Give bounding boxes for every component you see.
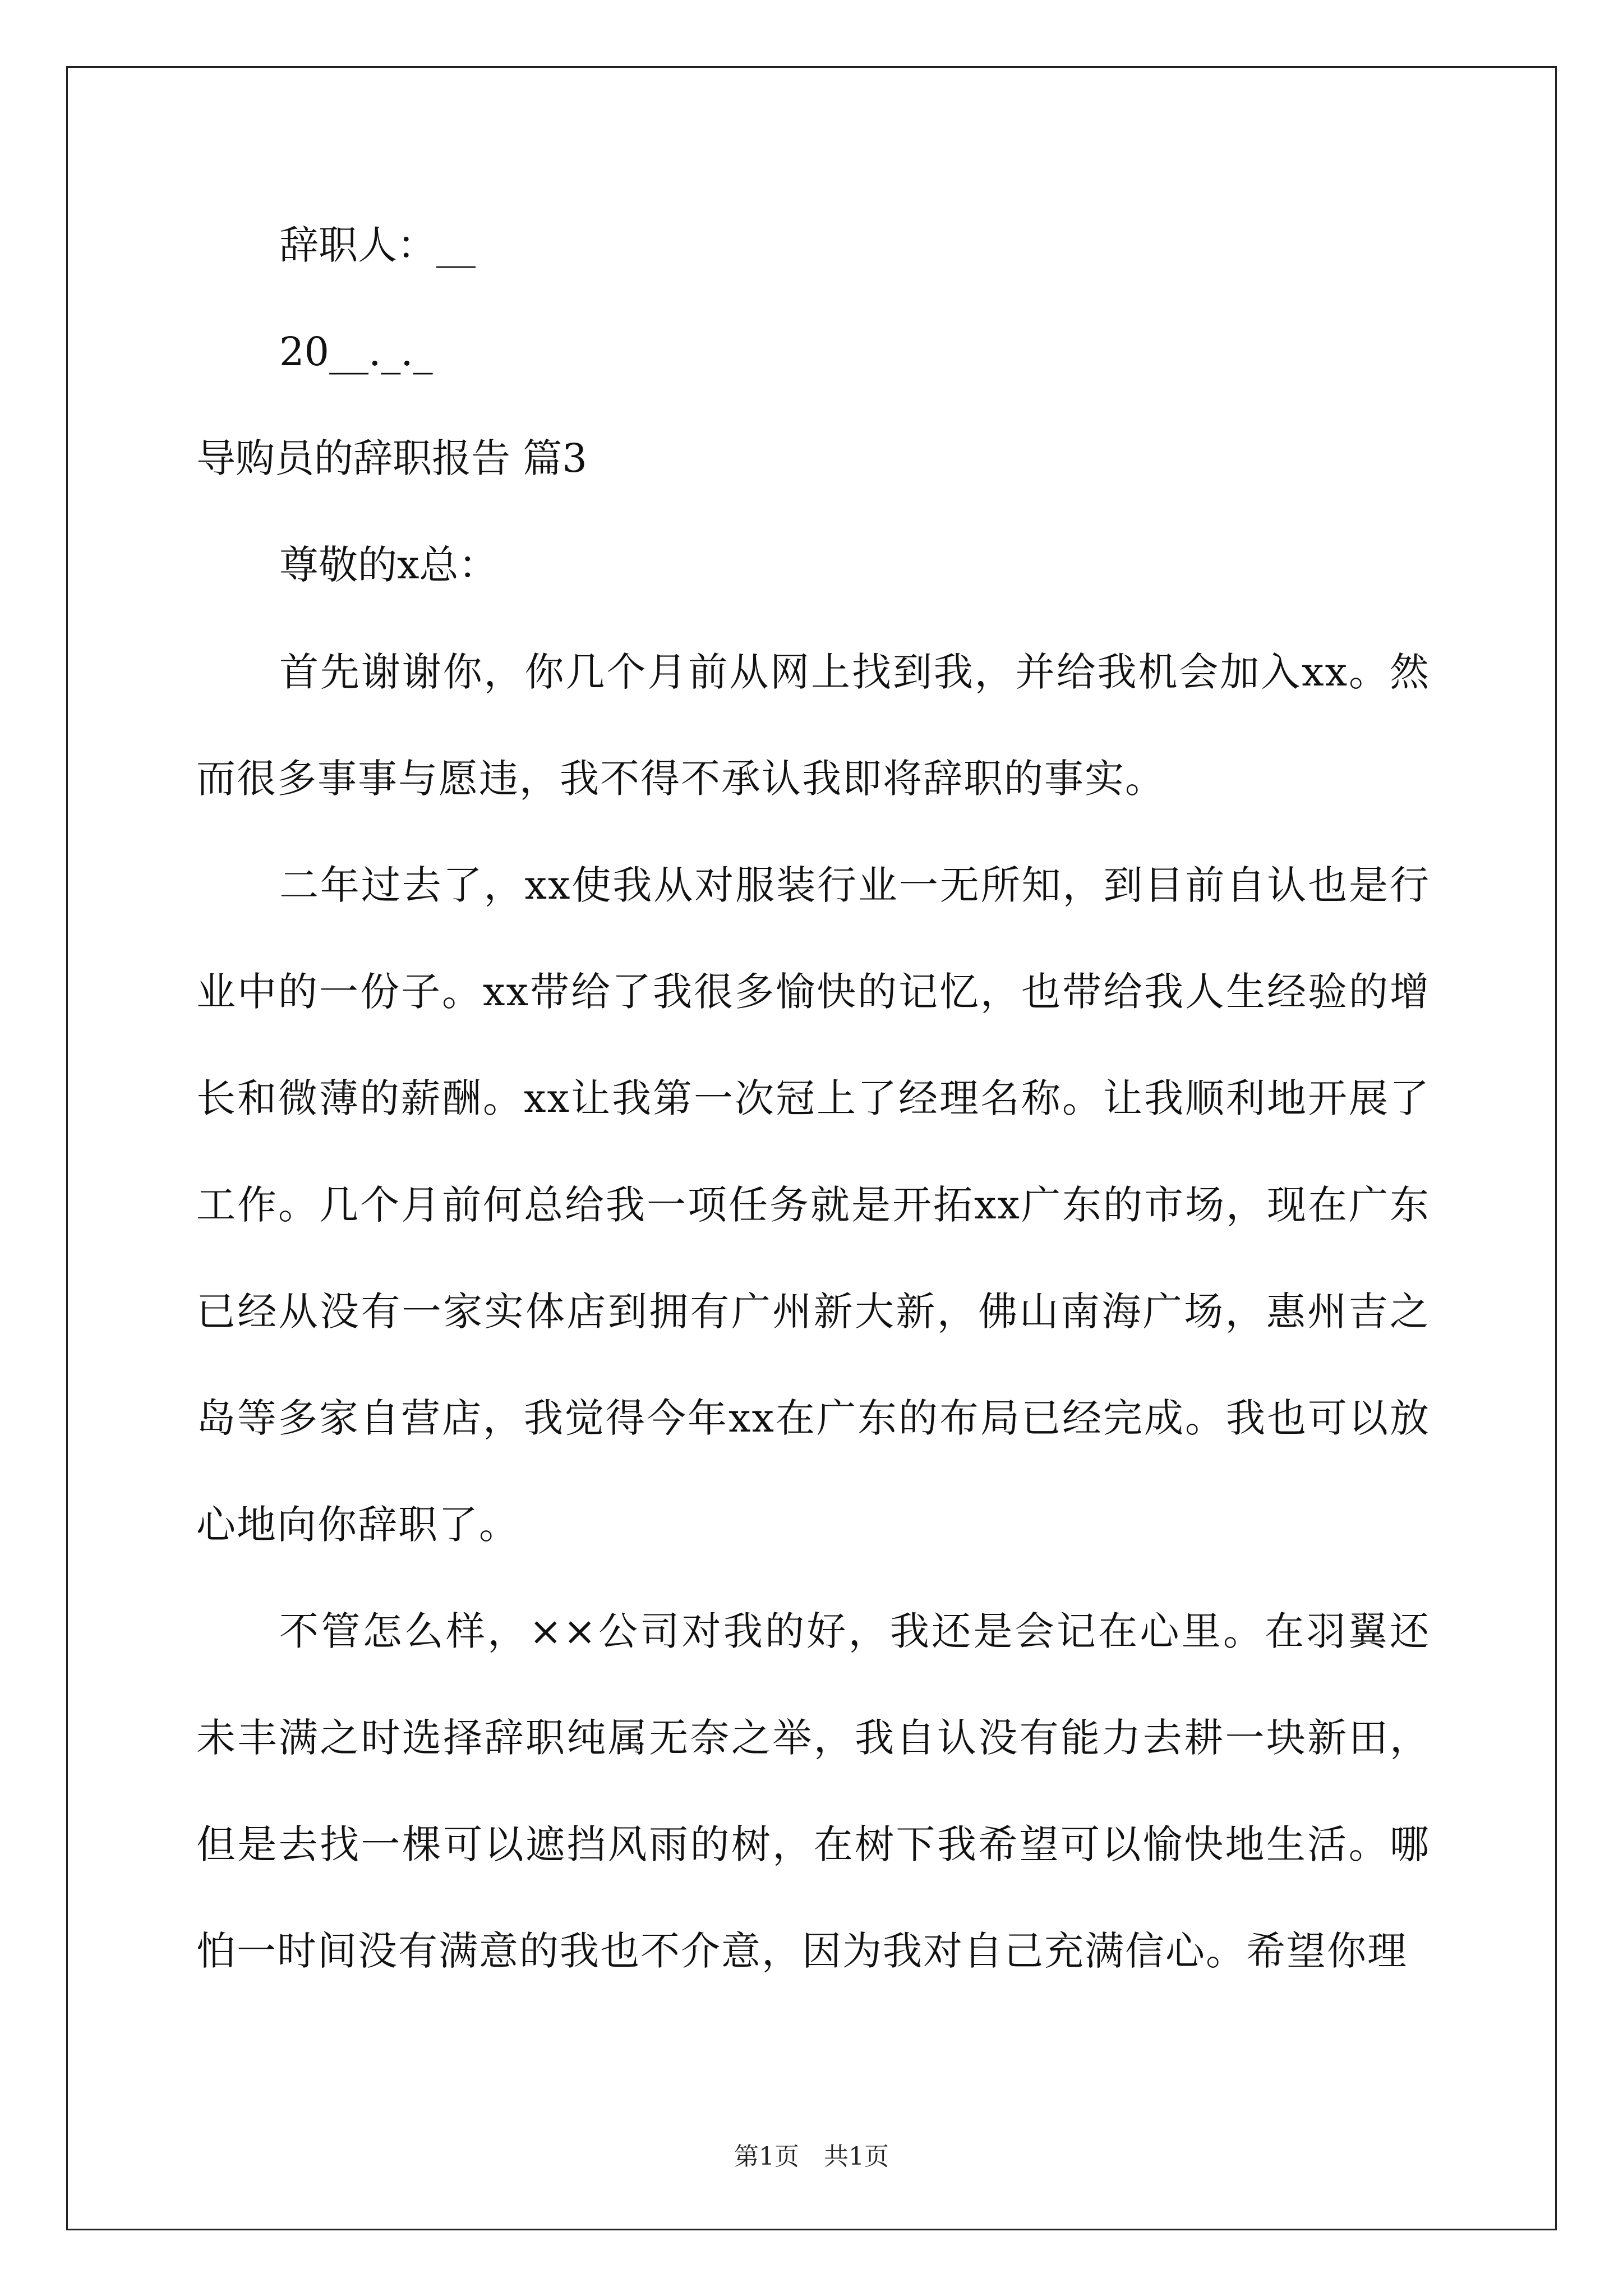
document-body <box>196 202 1430 2004</box>
signature-label: 辞职人：__ <box>279 222 476 268</box>
section-title: 导购员的辞职报告 篇3 <box>196 435 587 481</box>
signature-date: 20__._._ <box>279 329 433 375</box>
paragraph-2: 二年过去了，xx使我从对服装行业一无所知，到目前自认也是行业中的一份子。xx带给了我很多愉快的记忆，也带给我人生经验的增长和微薄的薪酬。xx让我第一次冠上了经理名称。让我顺利地开展了工作。几个月前何总给我一项任务就是开拓xx广东的市场，现在广东已经从没有一家实体店到拥有广州新大新，佛山南海广场，惠州吉之岛等多家自营店，我觉得今年xx在广东的布局已经完成。我也可以放心地向你辞职了。 <box>196 862 1431 1548</box>
page-footer: 第1页 共1页 <box>734 2142 889 2171</box>
paragraph-1: 首先谢谢你，你几个月前从网上找到我，并给我机会加入xx。然而很多事事与愿违，我不得不承认我即将辞职的事实。 <box>196 649 1430 802</box>
salutation: 尊敬的x总： <box>279 542 498 588</box>
paragraph-3: 不管怎么样，××公司对我的好，我还是会记在心里。在羽翼还未丰满之时选择辞职纯属无奈之举，我自认没有能力去耕一块新田，但是去找一棵可以遮挡风雨的树，在树下我希望可以愉快地生活。哪怕一时间没有满意的我也不介意，因为我对自己充满信心。希望你理 <box>196 1608 1430 1974</box>
